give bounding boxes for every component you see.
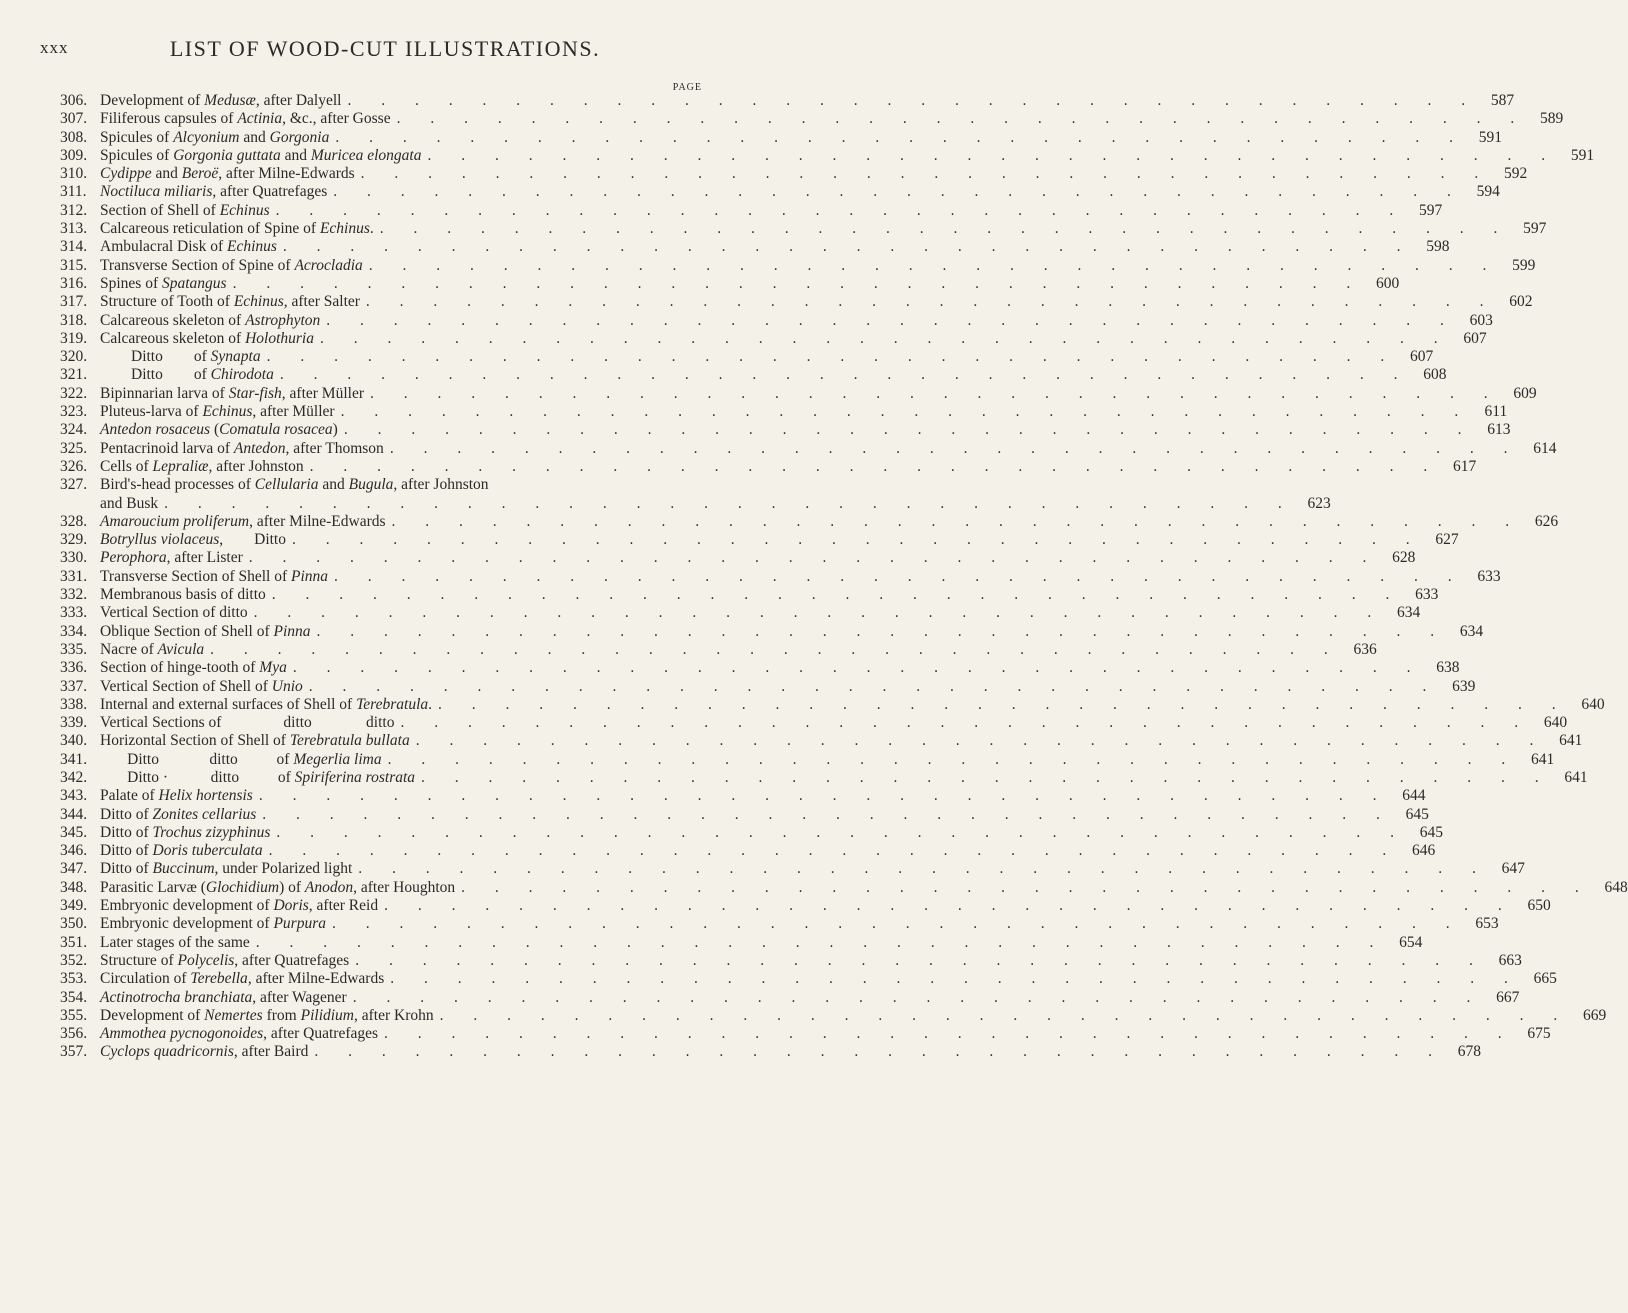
- entry-page-number: 617: [1453, 457, 1477, 475]
- entry-description: Ditto of Buccinum, under Polarized light: [100, 860, 353, 878]
- dot-leader: . . . . . . . . . . . . . . . . . . . . . . . . . . . . . . . . . .: [352, 988, 1484, 1006]
- entry-description: Vertical Section of ditto: [100, 604, 248, 622]
- list-item: [60, 238, 1450, 256]
- entry-page-number: 650: [1527, 897, 1551, 915]
- entry-page-number: 607: [1463, 329, 1487, 347]
- dot-leader: . . . . . . . . . . . . . . . . . . . . . . . . . . . . . . . . . .: [461, 878, 1592, 896]
- entry-description: Calcareous reticulation of Spine of Echinus.: [100, 220, 374, 238]
- dot-leader: . . . . . . . . . . . . . . . . . . . . . . . . . . . . . . . . . .: [248, 549, 1380, 567]
- entry-number: 307.: [60, 110, 88, 128]
- entry-number: 351.: [60, 933, 88, 951]
- entry-page-number: 641: [1530, 750, 1555, 768]
- entry-description: Ditto of Zonites cellarius: [100, 805, 257, 823]
- entry-description: Section of Shell of Echinus: [100, 201, 270, 219]
- dot-leader: . . . . . . . . . . . . . . . . . . . . . . . . . . . . . . . . . .: [314, 1043, 1445, 1061]
- entry-description: Calcareous skeleton of Astrophyton: [100, 311, 321, 329]
- entry-page-number: 599: [1512, 256, 1536, 274]
- entry-number: 357.: [60, 1043, 88, 1061]
- running-header: [40, 30, 730, 70]
- entry-description: Embryonic development of Purpura: [100, 915, 327, 933]
- list-item: [60, 622, 1484, 641]
- dot-leader: . . . . . . . . . . . . . . . . . . . . . . . . . . . . . . . . . .: [347, 92, 1479, 109]
- list-item: [60, 860, 1525, 878]
- list-item: [60, 494, 1331, 513]
- dot-leader: . . . . . . . . . . . . . . . . . . . . . . . . . . . . . . . . . .: [164, 494, 1295, 512]
- dot-leader: . . . . . . . . . . . . . . . . . . . . . . . . . . . . . . . . . .: [358, 860, 1489, 878]
- dot-leader: . . . . . . . . . . . . . . . . . . . . . . . . . . . . . . . . . .: [365, 293, 1497, 311]
- page-title: LIST OF WOOD-CUT ILLUSTRATIONS.: [169, 36, 601, 61]
- dot-leader: . . . . . . . . . . . . . . . . . . . . . . . . . . . . . . . . . .: [340, 403, 1472, 421]
- entry-description: Embryonic development of Doris, after Reid: [100, 897, 379, 915]
- entry-number: 310.: [60, 165, 88, 183]
- entry-page-number: 597: [1419, 201, 1443, 219]
- dot-leader: . . . . . . . . . . . . . . . . . . . . . . . . . . . . . . . . . .: [391, 512, 1523, 530]
- entry-page-number: 665: [1533, 970, 1557, 988]
- dot-leader: . . . . . . . . . . . . . . . . . . . . . . . . . . . . . . . . . .: [368, 256, 1500, 274]
- list-item: [60, 183, 1500, 201]
- entry-page-number: 636: [1353, 640, 1377, 658]
- entry-description: Spines of Spatangus: [100, 274, 227, 292]
- entry-number: 311.: [60, 183, 87, 201]
- entry-page-number: 587: [1490, 92, 1515, 109]
- entry-number: 353.: [60, 970, 88, 988]
- entry-number: 349.: [60, 897, 88, 915]
- list-item: [60, 366, 1447, 384]
- list-item: [60, 604, 1421, 622]
- entry-number: 334.: [60, 622, 88, 640]
- entry-page-number: 645: [1419, 823, 1444, 841]
- list-item: [60, 1006, 1607, 1025]
- dot-leader: . . . . . . . . . . . . . . . . . . . . . . . . . . . . . . . . . .: [379, 220, 1511, 238]
- entry-page-number: 633: [1415, 586, 1439, 604]
- entry-number: 319.: [60, 329, 88, 347]
- entry-description: Later stages of the same: [100, 933, 250, 951]
- entry-description: Ditto of Chirodota: [100, 366, 274, 384]
- list-item: [60, 768, 1588, 787]
- entry-description: Ambulacral Disk of Echinus: [100, 238, 277, 256]
- dot-leader: . . . . . . . . . . . . . . . . . . . . . . . . . . . . . . . . . .: [308, 677, 1440, 695]
- list-item: [60, 677, 1476, 696]
- entry-description: Cyclops quadricornis, after Baird: [100, 1043, 309, 1061]
- dot-leader: . . . . . . . . . . . . . . . . . . . . . . . . . . . . . . . . . .: [360, 165, 1492, 183]
- entry-page-number: 594: [1476, 183, 1500, 201]
- entry-page-number: 645: [1405, 805, 1429, 823]
- entry-number: 314.: [60, 238, 88, 256]
- entry-page-number: 609: [1513, 384, 1537, 402]
- entry-description: Spicules of Gorgonia guttata and Muricea elongata: [100, 146, 422, 164]
- entry-page-number: 608: [1423, 366, 1447, 384]
- entry-page-number: 627: [1435, 531, 1459, 549]
- page-column-label: PAGE: [672, 82, 702, 93]
- list-item: [60, 110, 1564, 128]
- dot-leader: . . . . . . . . . . . . . . . . . . . . . . . . . . . . . . . . . .: [332, 915, 1463, 933]
- entry-description: Ammothea pycnogonoides, after Quatrefages: [100, 1025, 379, 1043]
- entry-page-number: 626: [1534, 512, 1559, 530]
- list-item: [60, 750, 1555, 769]
- entry-page-number: 644: [1402, 787, 1426, 805]
- list-item: [60, 915, 1499, 933]
- entry-number: 320.: [60, 348, 88, 366]
- entry-number: 309.: [60, 146, 88, 164]
- entry-page-number: 675: [1527, 1025, 1551, 1043]
- entry-description: Pentacrinoid larva of Antedon, after Thomson: [100, 439, 384, 457]
- list-item: [60, 988, 1520, 1007]
- entry-number: 331.: [60, 567, 88, 585]
- dot-leader: . . . . . . . . . . . . . . . . . . . . . . . . . . . . . . . . . .: [439, 1006, 1571, 1024]
- dot-leader: . . . . . . . . . . . . . . . . . . . . . . . . . . . . . . . . . .: [275, 201, 1407, 219]
- list-item: [60, 640, 1377, 659]
- entry-number: 324.: [60, 421, 88, 439]
- entry-number: 318.: [60, 311, 88, 329]
- dot-leader: . . . . . . . . . . . . . . . . . . . . . . . . . . . . . . . . . .: [396, 110, 1528, 128]
- entry-number: 316.: [60, 274, 88, 292]
- list-item: [60, 714, 1568, 732]
- entry-description: Antedon rosaceus (Comatula rosacea): [100, 421, 338, 439]
- entry-description: Ditto of Synapta: [100, 348, 261, 366]
- dot-leader: . . . . . . . . . . . . . . . . . . . . . . . . . . . . . . . . . .: [343, 421, 1475, 439]
- list-item: [60, 403, 1508, 421]
- list-item: [60, 512, 1559, 531]
- entry-number: 332.: [60, 586, 88, 604]
- entry-description: Internal and external surfaces of Shell of Terebratula.: [100, 695, 433, 713]
- list-item: [60, 531, 1459, 549]
- dot-leader: . . . . . . . . . . . . . . . . . . . . . . . . . . . . . . . . . .: [255, 933, 1387, 951]
- list-item: [60, 348, 1434, 366]
- dot-leader: . . . . . . . . . . . . . . . . . . . . . . . . . . . . . . . . . .: [279, 366, 1411, 384]
- entry-page-number: 654: [1399, 933, 1423, 951]
- dot-leader: . . . . . . . . . . . . . . . . . . . . . . . . . . . . . . . . . .: [384, 897, 1515, 915]
- list-item: [60, 1025, 1551, 1043]
- entry-number: 341.: [60, 750, 88, 768]
- entry-number: 330.: [60, 549, 88, 567]
- entry-number: 343.: [60, 787, 88, 805]
- dot-leader: . . . . . . . . . . . . . . . . . . . . . . . . . . . . . . . . . .: [309, 457, 1441, 475]
- dot-leader: . . . . . . . . . . . . . . . . . . . . . . . . . . . . . . . . . .: [258, 787, 1390, 805]
- dot-leader: . . . . . . . . . . . . . . . . . . . . . . . . . . . . . . . . . .: [282, 238, 1414, 256]
- list-item: [60, 220, 1547, 238]
- entry-number: 312.: [60, 201, 88, 219]
- list-item: [60, 787, 1426, 805]
- entry-number: 328.: [60, 512, 88, 530]
- dot-leader: . . . . . . . . . . . . . . . . . . . . . . . . . . . . . . . . . .: [319, 329, 1451, 347]
- entry-number: 326.: [60, 457, 88, 475]
- dot-leader: . . . . . . . . . . . . . . . . . . . . . . . . . . . . . . . . . .: [390, 970, 1521, 988]
- entry-number: 308.: [60, 128, 88, 146]
- dot-leader: . . . . . . . . . . . . . . . . . . . . . . . . . . . . . . . . . .: [276, 823, 1408, 841]
- entry-page-number: 639: [1452, 677, 1476, 695]
- dot-leader: . . . . . . . . . . . . . . . . . . . . . . . . . . . . . . . . . .: [262, 805, 1393, 823]
- entry-number: 356.: [60, 1025, 88, 1043]
- entry-number: 350.: [60, 915, 88, 933]
- dot-leader: . . . . . . . . . . . . . . . . . . . . . . . . . . . . . . . . . .: [421, 768, 1552, 786]
- entry-page-number: 589: [1539, 110, 1564, 128]
- list-item: [60, 439, 1557, 458]
- entry-description: Perophora, after Lister: [100, 549, 243, 567]
- list-item: [60, 1043, 1481, 1061]
- entry-description: Nacre of Avicula: [100, 640, 205, 658]
- dot-leader: . . . . . . . . . . . . . . . . . . . . . . . . . . . . . . . . . .: [232, 274, 1364, 292]
- dot-leader: . . . . . . . . . . . . . . . . . . . . . . . . . . . . . . . . . .: [384, 1025, 1515, 1043]
- list-item: [60, 549, 1416, 567]
- list-item: [60, 567, 1501, 586]
- entry-page-number: 611: [1484, 403, 1508, 421]
- entry-description: Transverse Section of Shell of Pinna: [100, 567, 329, 585]
- entry-number: 336.: [60, 659, 88, 677]
- list-item: [60, 659, 1460, 677]
- entry-number: 325.: [60, 439, 88, 457]
- entry-description: Filiferous capsules of Actinia, &c., after Gosse: [100, 110, 391, 128]
- entry-number: 338.: [60, 695, 88, 713]
- entry-number: 313.: [60, 220, 88, 238]
- list-item: [60, 329, 1487, 348]
- dot-leader: . . . . . . . . . . . . . . . . . . . . . . . . . . . . . . . . . .: [400, 714, 1532, 732]
- entry-description: Structure of Polycelis, after Quatrefages: [100, 951, 350, 969]
- dot-leader: . . . . . . . . . . . . . . . . . . . . . . . . . . . . . . . . . .: [210, 640, 1341, 658]
- entry-page-number: 646: [1411, 842, 1436, 860]
- entry-page-number: 591: [1478, 128, 1502, 146]
- entry-number: 323.: [60, 403, 88, 421]
- entry-page-number: 640: [1543, 714, 1568, 732]
- entry-number: 342.: [60, 768, 88, 786]
- entry-page-number: 641: [1564, 768, 1588, 786]
- entry-number: 306.: [60, 92, 88, 109]
- dot-leader: . . . . . . . . . . . . . . . . . . . . . . . . . . . . . . . . . .: [292, 659, 1424, 677]
- list-item: [60, 384, 1537, 403]
- list-item: [60, 897, 1551, 915]
- list-item: [60, 201, 1443, 220]
- list-item: [60, 421, 1511, 439]
- entry-description: Noctiluca miliaris, after Quatrefages: [100, 183, 328, 201]
- entry-number: 347.: [60, 860, 88, 878]
- entry-page-number: 663: [1498, 951, 1522, 969]
- illustration-list: [60, 92, 1628, 1062]
- entry-description: Cells of Lepraliæ, after Johnston: [100, 457, 304, 475]
- entry-number: 344.: [60, 805, 88, 823]
- entry-description: Bird's-head processes of Cellularia and Bugula, after Johnston: [100, 476, 489, 494]
- entry-number: 352.: [60, 951, 88, 969]
- entry-page-number: 614: [1533, 439, 1557, 457]
- entry-number: 337.: [60, 677, 88, 695]
- entry-page-number: 641: [1559, 732, 1583, 750]
- entry-number: 354.: [60, 988, 88, 1006]
- entry-number: 317.: [60, 293, 88, 311]
- dot-leader: . . . . . . . . . . . . . . . . . . . . . . . . . . . . . . . . . .: [415, 732, 1547, 750]
- dot-leader: . . . . . . . . . . . . . . . . . . . . . . . . . . . . . . . . . .: [292, 531, 1423, 549]
- dot-leader: . . . . . . . . . . . . . . . . . . . . . . . . . . . . . . . . . .: [333, 183, 1464, 201]
- entry-description: Palate of Helix hortensis: [100, 787, 253, 805]
- entry-description: Cydippe and Beroë, after Milne-Edwards: [100, 165, 355, 183]
- entry-page-number: 607: [1409, 348, 1434, 366]
- entry-description: Development of Medusæ, after Dalyell: [100, 92, 342, 109]
- list-item: [60, 476, 740, 494]
- entry-number: 355.: [60, 1006, 88, 1024]
- entry-page-number: 591: [1570, 146, 1595, 164]
- dot-leader: . . . . . . . . . . . . . . . . . . . . . . . . . . . . . . . . . .: [370, 384, 1501, 402]
- list-item: [60, 92, 1515, 110]
- list-item: [60, 457, 1477, 476]
- list-item: [60, 311, 1493, 330]
- list-item: [60, 256, 1536, 275]
- entry-description: Spicules of Alcyonium and Gorgonia: [100, 128, 330, 146]
- entry-page-number: 634: [1397, 604, 1421, 622]
- entry-description: Circulation of Terebella, after Milne-Edwards: [100, 970, 385, 988]
- entry-page-number: 653: [1475, 915, 1499, 933]
- list-item: [60, 970, 1557, 988]
- entry-page-number: 613: [1487, 421, 1511, 439]
- dot-leader: . . . . . . . . . . . . . . . . . . . . . . . . . . . . . . . . . .: [271, 586, 1403, 604]
- entry-page-number: 598: [1426, 238, 1450, 256]
- dot-leader: . . . . . . . . . . . . . . . . . . . . . . . . . . . . . . . . . .: [334, 567, 1465, 585]
- entry-description: Amaroucium proliferum, after Milne-Edwards: [100, 512, 386, 530]
- entry-description: Pluteus-larva of Echinus, after Müller: [100, 403, 335, 421]
- dot-leader: . . . . . . . . . . . . . . . . . . . . . . . . . . . . . . . . . .: [387, 750, 1519, 768]
- list-item: [60, 805, 1429, 824]
- entry-number: 327.: [60, 476, 88, 494]
- entry-description: Horizontal Section of Shell of Terebratula bullata: [100, 732, 410, 750]
- entry-page-number: 628: [1392, 549, 1416, 567]
- entry-description: Transverse Section of Spine of Acrocladia: [100, 256, 363, 274]
- entry-number: 321.: [60, 366, 88, 384]
- entry-number: 340.: [60, 732, 88, 750]
- entry-number: 335.: [60, 640, 88, 658]
- entry-number: 322.: [60, 384, 88, 402]
- entry-page-number: 634: [1459, 622, 1484, 640]
- entry-page-number: 603: [1469, 311, 1493, 329]
- entry-number: 333.: [60, 604, 88, 622]
- list-item: [60, 695, 1605, 714]
- list-item: [60, 732, 1583, 750]
- entry-description: Vertical Section of Shell of Unio: [100, 677, 303, 695]
- dot-leader: . . . . . . . . . . . . . . . . . . . . . . . . . . . . . . . . . .: [326, 311, 1457, 329]
- entry-description: Section of hinge-tooth of Mya: [100, 659, 287, 677]
- entry-number: 315.: [60, 256, 88, 274]
- dot-leader: . . . . . . . . . . . . . . . . . . . . . . . . . . . . . . . . . .: [316, 622, 1448, 640]
- list-item: [60, 951, 1522, 970]
- entry-page-number: 648: [1604, 878, 1628, 896]
- list-item: [60, 146, 1595, 165]
- entry-page-number: 667: [1496, 988, 1520, 1006]
- entry-description: Ditto of Trochus zizyphinus: [100, 823, 271, 841]
- entry-description: Development of Nemertes from Pilidium, after Krohn: [100, 1006, 434, 1024]
- entry-description: Structure of Tooth of Echinus, after Salter: [100, 293, 360, 311]
- entry-description: Calcareous skeleton of Holothuria: [100, 329, 314, 347]
- dot-leader: . . . . . . . . . . . . . . . . . . . . . . . . . . . . . . . . . .: [438, 695, 1569, 713]
- entry-page-number: 669: [1583, 1006, 1607, 1024]
- entry-description: Parasitic Larvæ (Glochidium) of Anodon, after Houghton: [100, 878, 456, 896]
- entry-page-number: 647: [1501, 860, 1525, 878]
- entry-description: Membranous basis of ditto: [100, 586, 266, 604]
- entry-description: Actinotrocha branchiata, after Wagener: [100, 988, 347, 1006]
- list-item: [60, 274, 1400, 293]
- entry-description: Vertical Sections of ditto ditto: [100, 714, 395, 732]
- entry-page-number: 597: [1523, 220, 1547, 238]
- entry-description: Bipinnarian larva of Star-fish, after Müller: [100, 384, 364, 402]
- list-item: [60, 293, 1533, 311]
- entry-number: 339.: [60, 714, 88, 732]
- entry-page-number: 600: [1375, 274, 1400, 292]
- list-item: [60, 823, 1444, 842]
- dot-leader: . . . . . . . . . . . . . . . . . . . . . . . . . . . . . . . . . .: [389, 439, 1521, 457]
- entry-page-number: 678: [1457, 1043, 1481, 1061]
- entry-page-number: 592: [1504, 165, 1528, 183]
- entry-description: Botryllus violaceus, Ditto: [100, 531, 286, 549]
- dot-leader: . . . . . . . . . . . . . . . . . . . . . . . . . . . . . . . . . .: [335, 128, 1466, 146]
- list-item: [60, 842, 1436, 860]
- entry-page-number: 623: [1307, 494, 1331, 512]
- dot-leader: . . . . . . . . . . . . . . . . . . . . . . . . . . . . . . . . . .: [268, 842, 1400, 860]
- entry-description: and Busk: [100, 494, 159, 512]
- entry-page-number: 602: [1509, 293, 1533, 311]
- list-item: [60, 165, 1528, 183]
- entry-number: 348.: [60, 878, 88, 896]
- list-item: [60, 878, 1628, 897]
- dot-leader: . . . . . . . . . . . . . . . . . . . . . . . . . . . . . . . . . .: [266, 348, 1398, 366]
- entry-page-number: 633: [1477, 567, 1501, 585]
- entry-number: 345.: [60, 823, 88, 841]
- entry-page-number: 640: [1581, 695, 1605, 713]
- entry-description: Ditto · ditto of Spiriferina rostrata: [100, 768, 416, 786]
- entry-number: 346.: [60, 842, 88, 860]
- list-item: [60, 586, 1439, 604]
- entry-description: Ditto ditto of Megerlia lima: [100, 750, 382, 768]
- entry-number: 329.: [60, 531, 88, 549]
- dot-leader: . . . . . . . . . . . . . . . . . . . . . . . . . . . . . . . . . .: [253, 604, 1385, 622]
- dot-leader: . . . . . . . . . . . . . . . . . . . . . . . . . . . . . . . . . .: [355, 951, 1486, 969]
- list-item: [60, 933, 1423, 952]
- list-item: [60, 128, 1502, 147]
- entry-page-number: 638: [1436, 659, 1460, 677]
- page-number: xxx: [40, 38, 69, 57]
- dot-leader: . . . . . . . . . . . . . . . . . . . . . . . . . . . . . . . . . .: [427, 146, 1559, 164]
- entry-description: Oblique Section of Shell of Pinna: [100, 622, 311, 640]
- entry-description: Ditto of Doris tuberculata: [100, 842, 263, 860]
